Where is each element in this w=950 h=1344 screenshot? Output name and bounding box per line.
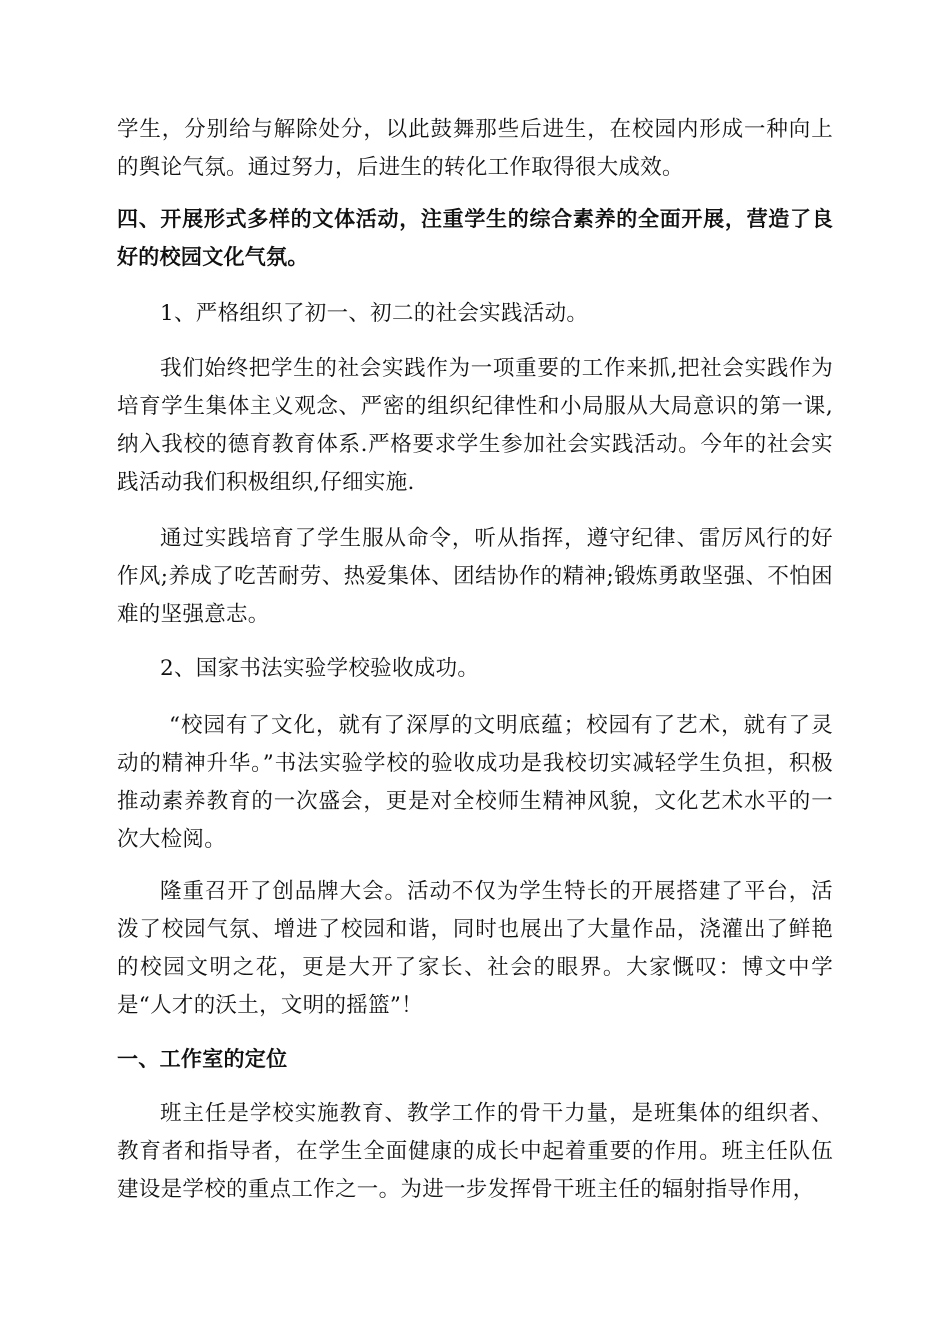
section-heading-one: 一、工作室的定位 bbox=[117, 1047, 288, 1071]
subheading-social-practice: 1、严格组织了初一、初二的社会实践活动。 bbox=[160, 301, 589, 326]
section-heading-four: 四、开展形式多样的文体活动，注重学生的综合素养的全面开展，营造了良好的校园文化气氛。 bbox=[117, 207, 833, 269]
subheading-calligraphy-school: 2、国家书法实验学校验收成功。 bbox=[160, 656, 480, 681]
paragraph-brand-conference: 隆重召开了创品牌大会。活动不仅为学生特长的开展搭建了平台，活泼了校园气氛、增进了校园和谐，同时也展出了大量作品，浇灌出了鲜艳的校园文明之花，更是大开了家长、社会的眼界。大家慨叹：博文中学是“人才的沃土，文明的摇篮”！ bbox=[117, 879, 833, 1018]
paragraph-calligraphy-quote: “校园有了文化，就有了深厚的文明底蕴；校园有了艺术，就有了灵动的精神升华。”书法实验学校的验收成功是我校切实减轻学生负担，积极推动素养教育的一次盛会，更是对全校师生精神风貌，文化艺术水平的一次大检阅。 bbox=[117, 713, 833, 852]
paragraph-transformation-results: 学生，分别给与解除处分，以此鼓舞那些后进生，在校园内形成一种向上的舆论气氛。通过努力，后进生的转化工作取得很大成效。 bbox=[117, 117, 833, 180]
paragraph-practice-outcomes: 通过实践培育了学生服从命令，听从指挥，遵守纪律、雷厉风行的好作风;养成了吃苦耐劳、热爱集体、团结协作的精神;锻炼勇敢坚强、不怕困难的坚强意志。 bbox=[117, 526, 833, 627]
paragraph-head-teacher: 班主任是学校实施教育、教学工作的骨干力量，是班集体的组织者、教育者和指导者，在学生全面健康的成长中起着重要的作用。班主任队伍建设是学校的重点工作之一。为进一步发挥骨干班主任的辐射指导作用， bbox=[117, 1101, 833, 1202]
paragraph-social-practice: 我们始终把学生的社会实践作为一项重要的工作来抓,把社会实践作为培育学生集体主义观念、严密的组织纪律性和小局服从大局意识的第一课,纳入我校的德育教育体系.严格要求学生参加社会实践活动。今年的社会实践活动我们积极组织,仔细实施. bbox=[117, 356, 833, 495]
